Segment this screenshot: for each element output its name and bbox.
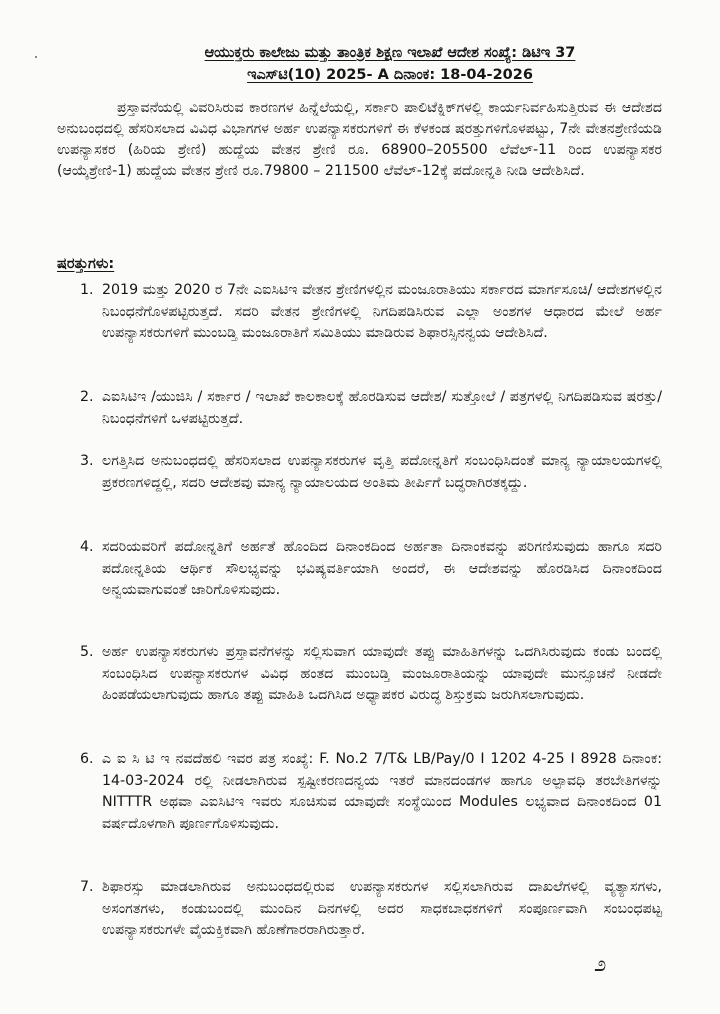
condition-number: 5. (80, 644, 94, 660)
condition-text: 2019 ಮತ್ತು 2020 ರ 7ನೇ ಎಐಸಿಟಿಇ ವೇತನ ಶ್ರೇಣಿಗಳಲ್ಲಿನ ಮಂಜೂರಾತಿಯು ಸರ್ಕಾರದ ಮಾರ್ಗಸೂಚಿ/ ಆದೇಶಗಳಲ್ಲಿನ ನಿಬಂಧನೆಗೊಳಪಟ್ಟಿರುತ್ತದೆ. ಸದರಿ ವೇತನ ಶ್ರೇಣಿಗಳಲ್ಲಿ ನಿಗದಿಪಡಿಸಿರುವ ಎಲ್ಲಾ ಅಂಶಗಳ ಆಧಾರದ ಮೇಲೆ ಅರ್ಹ ಉಪನ್ಯಾಸಕರುಗಳಿಗೆ ಮುಂಬಡ್ತಿ ಮಂಜೂರಾತಿಗೆ ಸಮಿತಿಯು ಮಾಡಿರುವ ಶಿಫಾರಸ್ಸಿನನ್ವಯ ಆದೇಶಿಸಿದೆ. (102, 282, 662, 342)
scan-speck (35, 56, 37, 58)
condition-item (80, 537, 662, 602)
condition-number: 4. (80, 539, 94, 555)
condition-text: ಎಐಸಿಟಿಇ /ಯುಜಿಸಿ / ಸರ್ಕಾರ / ಇಲಾಖೆ ಕಾಲಕಾಲಕ್ಕೆ ಹೊರಡಿಸುವ ಆದೇಶ/ ಸುತ್ತೋಲೆ / ಪತ್ರಗಳಲ್ಲಿ ನಿಗದಿಪಡಿಸುವ ಷರತ್ತು/ನಿಬಂಧನೆಗಳಿಗೆ ಒಳಪಟ್ಟಿರುತ್ತದೆ. (102, 389, 662, 427)
condition-text: ಲಗತ್ತಿಸಿದ ಅನುಬಂಧದಲ್ಲಿ ಹೆಸರಿಸಲಾದ ಉಪನ್ಯಾಸಕರುಗಳ ವೃತ್ತಿ ಪದೋನ್ನತಿಗೆ ಸಂಬಂಧಿಸಿದಂತೆ ಮಾನ್ಯ ನ್ಯಾಯಾಲಯಗಳಲ್ಲಿ ಪ್ರಕರಣಗಳಿದ್ದಲ್ಲಿ, ಸದರಿ ಆದೇಶವು ಮಾನ್ಯ ನ್ಯಾಯಾಲಯದ ಅಂತಿಮ ತೀರ್ಪಿಗೆ ಬದ್ಧರಾಗಿರತಕ್ಕದ್ದು. (102, 453, 662, 491)
condition-text: ಅರ್ಹ ಉಪನ್ಯಾಸಕರುಗಳು ಪ್ರಸ್ತಾವನೆಗಳನ್ನು ಸಲ್ಲಿಸುವಾಗ ಯಾವುದೇ ತಪ್ಪು ಮಾಹಿತಿಗಳನ್ನು ಒದಗಿಸಿರುವುದು ಕಂಡು ಬಂದಲ್ಲಿ ಸಂಬಂಧಿಸಿದ ಉಪನ್ಯಾಸಕರುಗಳ ವಿವಿಧ ಹಂತದ ಮುಂಬಡ್ತಿ ಮಂಜೂರಾತಿಯನ್ನು ಯಾವುದೇ ಮುನ್ಸೂಚನೆ ನೀಡದೇ ಹಿಂಪಡೆಯಲಾಗುವುದು ಹಾಗೂ ತಪ್ಪು ಮಾಹಿತಿ ಒದಗಿಸಿದ ಅಧ್ಯಾಪಕರ ವಿರುದ್ಧ ಶಿಸ್ತುಕ್ರಮ ಜರುಗಿಸಲಾಗುವುದು. (102, 644, 662, 704)
condition-number: 1. (80, 282, 94, 298)
condition-item (80, 280, 662, 345)
condition-number: 2. (80, 389, 94, 405)
condition-item (80, 642, 662, 707)
condition-number: 7. (80, 879, 94, 895)
order-header-line1: ಆಯುಕ್ತರು ಕಾಲೇಜು ಮತ್ತು ತಾಂತ್ರಿಕ ಶಿಕ್ಷಣ ಇಲಾಖೆ ಆದೇಶ ಸಂಖ್ಯೆ: ಡಿಟಿಇ 37 (204, 45, 576, 61)
page-number: ೨ (594, 952, 607, 977)
condition-item (80, 877, 662, 942)
condition-item (80, 749, 662, 835)
condition-text: ಎ ಐ ಸಿ ಟಿ ಇ ನವದೆಹಲಿ ಇವರ ಪತ್ರ ಸಂಖ್ಯೆ: F. No.2 7/T& LB/Pay/0 I 1202 4-25 I 8928 ದಿನಾಂಕ: 14-03-2024 ರಲ್ಲಿ ನೀಡಲಾಗಿರುವ ಸ್ಪಷ್ಟೀಕರಣದನ್ವಯ ಇತರೆ ಮಾನದಂಡಗಳ ಹಾಗೂ ಅಲ್ಪಾವಧಿ ತರಬೇತಿಗಳನ್ನು NITTTR ಅಥವಾ ಎಐಸಿಟಿಇ ಇವರು ಸೂಚಿಸುವ ಯಾವುದೇ ಸಂಸ್ಥೆಯಿಂದ Modules ಲಭ್ಯವಾದ ದಿನಾಂಕದಿಂದ 01 ವರ್ಷದೊಳಗಾಗಿ ಪೂರ್ಣಗೊಳಿಸುವುದು. (102, 751, 662, 832)
condition-text: ಶಿಫಾರಸ್ಸು ಮಾಡಲಾಗಿರುವ ಅನುಬಂಧದಲ್ಲಿರುವ ಉಪನ್ಯಾಸಕರುಗಳ ಸಲ್ಲಿಸಲಾಗಿರುವ ದಾಖಲೆಗಳಲ್ಲಿ ವ್ಯತ್ಯಾಸಗಳು, ಅಸಂಗತಗಳು, ಕಂಡುಬಂದಲ್ಲಿ ಮುಂದಿನ ದಿನಗಳಲ್ಲಿ ಅದರ ಸಾಧಕಬಾಧಕಗಳಿಗೆ ಸಂಪೂರ್ಣವಾಗಿ ಸಂಬಂಧಪಟ್ಟ ಉಪನ್ಯಾಸಕರುಗಳೇ ವೈಯಕ್ತಿಕವಾಗಿ ಹೊಣೆಗಾರರಾಗಿರುತ್ತಾರೆ. (102, 879, 662, 939)
condition-number: 6. (80, 751, 94, 767)
order-header-line2: ಇಎಸ್‌ಟಿ(10) 2025- A ದಿನಾಂಕ: 18-04-2026 (247, 67, 533, 83)
intro-paragraph: ಪ್ರಸ್ತಾವನೆಯಲ್ಲಿ ವಿವರಿಸಿರುವ ಕಾರಣಗಳ ಹಿನ್ನೆಲೆಯಲ್ಲಿ, ಸರ್ಕಾರಿ ಪಾಲಿಟೆಕ್ನಿಕ್‌ಗಳಲ್ಲಿ ಕಾರ್ಯನಿರ್ವಹಿಸುತ್ತಿರುವ ಈ ಆದೇಶದ ಅನುಬಂಧದಲ್ಲಿ ಹೆಸರಿಸಲಾದ ವಿವಿಧ ವಿಭಾಗಗಳ ಅರ್ಹ ಉಪನ್ಯಾಸಕರುಗಳಿಗೆ ಈ ಕೆಳಕಂಡ ಷರತ್ತುಗಳಿಗೊಳಪಟ್ಟು, 7ನೇ ವೇತನಶ್ರೇಣಿಯಡಿ ಉಪನ್ಯಾಸಕರ (ಹಿರಿಯ ಶ್ರೇಣಿ) ಹುದ್ದೆಯ ವೇತನ ಶ್ರೇಣಿ ರೂ. 68900–205500 ಲೆವೆಲ್-11 ರಿಂದ ಉಪನ್ಯಾಸಕರ (ಆಯ್ಕೆಶ್ರೇಣಿ-1) ಹುದ್ದೆಯ ವೇತನ ಶ್ರೇಣಿ ರೂ.79800 – 211500 ಲೆವೆಲ್-12ಕ್ಕೆ ಪದೋನ್ನತಿ ನೀಡಿ ಆದೇಶಿಸಿದೆ. (57, 100, 662, 179)
condition-number: 3. (80, 453, 94, 469)
condition-text: ಸದರಿಯವರಿಗೆ ಪದೋನ್ನತಿಗೆ ಅರ್ಹತೆ ಹೊಂದಿದ ದಿನಾಂಕದಿಂದ ಅರ್ಹತಾ ದಿನಾಂಕವನ್ನು ಪರಿಗಣಿಸುವುದು ಹಾಗೂ ಸದರಿ ಪದೋನ್ನತಿಯ ಆರ್ಥಿಕ ಸೌಲಭ್ಯವನ್ನು ಭವಿಷ್ಯವರ್ತಿಯಾಗಿ ಅಂದರೆ, ಈ ಆದೇಶವನ್ನು ಹೊರಡಿಸಿದ ದಿನಾಂಕದಿಂದ ಅನ್ವಯವಾಗುವಂತೆ ಜಾರಿಗೊಳಿಸುವುದು. (102, 539, 662, 599)
condition-item (80, 387, 662, 430)
condition-item (80, 451, 662, 494)
conditions-heading: ಷರತ್ತುಗಳು: (57, 256, 115, 272)
order-header (110, 42, 670, 86)
